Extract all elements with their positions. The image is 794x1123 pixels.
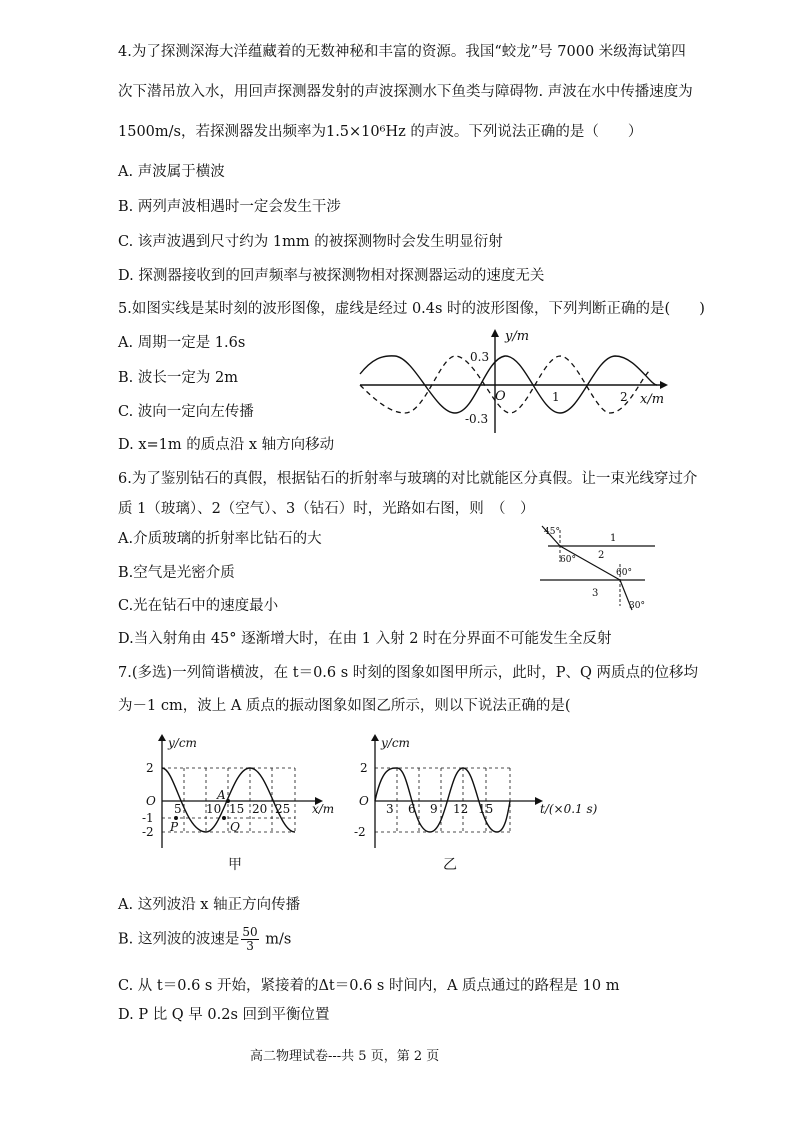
jia-x-label: x/m	[312, 802, 335, 816]
q5-option-c: C. 波向一定向左传播	[118, 404, 254, 420]
q4-option-a: A. 声波属于横波	[118, 164, 225, 180]
q4-option-d: D. 探测器接收到的回声频率与被探测物相对探测器运动的速度无关	[118, 268, 545, 284]
q6-option-d: D.当入射角由 45° 逐渐增大时，在由 1 入射 2 时在分界面不可能发生全反射	[118, 631, 612, 647]
page-footer: 高二物理试卷---共 5 页，第 2 页	[250, 1049, 440, 1064]
yi-x-tick-6: 6	[408, 802, 416, 816]
q6-angle-30: 30°	[629, 601, 645, 611]
q7-option-b-prefix: B. 这列波的波速是	[118, 931, 240, 948]
q4-line3: 1500m/s，若探测器发出频率为1.5×10⁶Hz 的声波。下列说法正确的是（ ）	[118, 124, 643, 140]
q7-option-b-unit: m/s	[265, 931, 292, 948]
q4-line1: 4.为了探测深海大洋蕴藏着的无数神秘和丰富的资源。我国“蛟龙”号 7000 米级海试第四	[118, 44, 686, 60]
yi-caption: 乙	[443, 857, 457, 873]
jia-label-p: P	[170, 820, 179, 834]
q5-y-label: y/m	[505, 329, 530, 344]
yi-x-tick-12: 12	[453, 802, 469, 816]
yi-x-tick-15: 15	[478, 802, 494, 816]
yi-x-tick-9: 9	[430, 802, 438, 816]
q6-option-b: B.空气是光密介质	[118, 565, 235, 581]
jia-x-tick-15: 15	[229, 802, 245, 816]
jia-point-q	[222, 816, 226, 820]
jia-x-tick-20: 20	[252, 802, 268, 816]
q6-angle-60-b: 60°	[616, 568, 632, 578]
q5-y-pos-label: 0.3	[470, 350, 490, 364]
q6-line1: 6.为了鉴别钻石的真假，根据钻石的折射率与玻璃的对比就能区分真假。让一束光线穿过介	[118, 471, 698, 487]
q6-angle-60-a: 60°	[560, 555, 576, 565]
jia-x-tick-25: 25	[275, 802, 291, 816]
jia-y-tick-neg2: -2	[142, 825, 154, 839]
q7-option-b	[118, 926, 291, 953]
yi-y-tick-neg2: -2	[354, 825, 366, 839]
q6-refraction-figure	[530, 520, 670, 620]
q5-x-arrow	[660, 381, 668, 389]
jia-caption: 甲	[228, 857, 242, 873]
yi-origin: O	[359, 794, 369, 808]
q7-line1: 7.(多选)一列简谐横波，在 t＝0.6 s 时刻的图象如图甲所示，此时，P、Q 两质点的位移均	[118, 665, 699, 681]
q5-y-neg-label: -0.3	[465, 412, 489, 426]
q5-origin-label: O	[495, 389, 506, 404]
q7-option-d: D. P 比 Q 早 0.2s 回到平衡位置	[118, 1007, 330, 1023]
q6-option-a: A.介质玻璃的折射率比钻石的大	[118, 531, 322, 547]
q7-figure-jia	[140, 733, 350, 873]
q7-option-a: A. 这列波沿 x 轴正方向传播	[118, 897, 301, 913]
q7-option-b-fraction	[241, 926, 258, 953]
q6-option-c: C.光在钻石中的速度最小	[118, 598, 279, 614]
yi-vibration-curve	[375, 768, 510, 832]
q7-option-b-numerator: 50	[242, 925, 258, 939]
q5-x-tick-2: 2	[620, 390, 628, 404]
jia-y-tick-neg1: -1	[142, 811, 154, 825]
yi-x-label: t/(×0.1 s)	[540, 802, 598, 816]
jia-y-label: y/cm	[168, 736, 197, 750]
q7-option-b-denominator: 3	[246, 939, 254, 953]
q4-line2: 次下潜吊放入水，用回声探测器发射的声波探测水下鱼类与障碍物. 声波在水中传播速度为	[118, 84, 693, 100]
yi-y-tick-2: 2	[360, 761, 368, 775]
q5-wave-figure	[355, 325, 675, 440]
yi-y-label: y/cm	[381, 736, 410, 750]
q5-stem: 5.如图实线是某时刻的波形图像，虚线是经过 0.4s 时的波形图像，下列判断正确的是( )	[118, 301, 705, 317]
jia-label-a: A	[217, 788, 226, 802]
q7-option-c: C. 从 t＝0.6 s 开始，紧接着的Δt＝0.6 s 时间内，A 质点通过的路程是 10 m	[118, 978, 620, 994]
q4-option-c: C. 该声波遇到尺寸约为 1mm 的被探测物时会发生明显衍射	[118, 234, 503, 250]
jia-x-tick-10: 10	[206, 802, 222, 816]
jia-label-q: Q	[230, 820, 240, 834]
jia-x-tick-5: 5	[174, 802, 182, 816]
q5-option-b: B. 波长一定为 2m	[118, 370, 238, 386]
q7-line2: 为－1 cm，波上 A 质点的振动图象如图乙所示，则以下说法正确的是(	[118, 698, 571, 714]
q6-line2: 质 1（玻璃）、2（空气）、3（钻石）时，光路如右图，则 （ ）	[118, 501, 535, 517]
q6-medium-2: 2	[598, 550, 605, 561]
jia-y-tick-2: 2	[146, 761, 154, 775]
q5-option-a: A. 周期一定是 1.6s	[118, 335, 246, 351]
q7-figure-yi	[350, 733, 650, 873]
yi-x-tick-3: 3	[386, 802, 394, 816]
q6-angle-45: 45°	[544, 527, 560, 537]
jia-origin: O	[146, 794, 156, 808]
q5-option-d: D. x=1m 的质点沿 x 轴方向移动	[118, 437, 335, 453]
q4-option-b: B. 两列声波相遇时一定会发生干涉	[118, 199, 341, 215]
q6-medium-1: 1	[610, 533, 617, 544]
q6-medium-3: 3	[592, 588, 599, 599]
q5-y-arrow	[491, 329, 499, 337]
q5-x-label: x/m	[640, 392, 665, 407]
q5-x-tick-1: 1	[552, 390, 560, 404]
